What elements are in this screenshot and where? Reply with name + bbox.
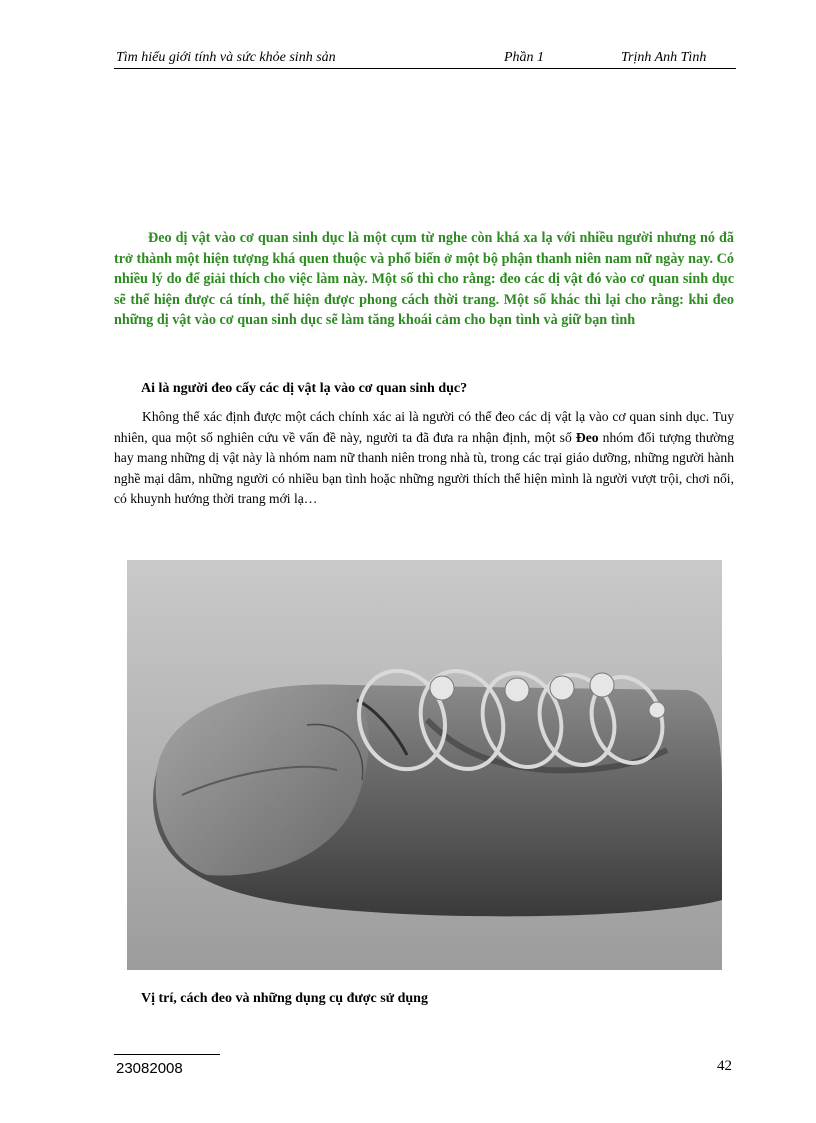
- header-part: Phần 1: [504, 50, 545, 65]
- grayscale-photo: [127, 560, 722, 970]
- page-number: 42: [717, 1058, 732, 1074]
- body-text-part2: nhóm đối tượng thường hay mang những dị vật này là nhóm nam nữ thanh niên trong nhà tù, trong các trại giáo dưỡng, những người hành nghề mại dâm, những người có nhiều bạn tình hoặc những người thích thể hiện mình là người vượt trội, chơi nổi, có khuynh hướng thời trang mới lạ…: [114, 429, 734, 507]
- body-text-bold: Đeo: [575, 429, 599, 445]
- body-paragraph: [114, 407, 734, 510]
- body-text-part1: Không thể xác định được một cách chính xác ai là người có thể đeo các dị vật lạ vào cơ quan sinh dục. Tuy nhiên, qua một số nghiên cứu về vấn đề này, người ta đã đưa ra nhận định, một số: [114, 409, 734, 445]
- section-heading: Ai là người đeo cấy các dị vật lạ vào cơ quan sinh dục?: [141, 381, 468, 396]
- subheading: Vị trí, cách đeo và những dụng cụ được sử dụng: [141, 991, 428, 1006]
- photo-illustration: [127, 560, 722, 970]
- footer-date: 23082008: [116, 1060, 183, 1077]
- header-title: Tìm hiểu giới tính và sức khỏe sinh sản: [116, 50, 336, 65]
- footer-rule: [114, 1054, 220, 1055]
- header-author: Trịnh Anh Tình: [621, 50, 707, 65]
- intro-paragraph: Đeo dị vật vào cơ quan sinh dục là một cụm từ nghe còn khá xa lạ với nhiều người nhưng nó đã trở thành một hiện tượng khá quen thuộc và phổ biến ở một bộ phận thanh niên nam nữ ngày nay. Có nhiều lý do để giải thích cho việc làm này. Một số thì cho rằng: đeo các dị vật đó vào cơ quan sinh dục sẽ thể hiện được cá tính, thể hiện được phong cách thời trang. Một số khác thì lại cho rằng: khi đeo những dị vật vào cơ quan sinh dục sẽ làm tăng khoái cảm cho bạn tình và giữ bạn tình: [114, 230, 734, 329]
- page-header: [114, 50, 736, 69]
